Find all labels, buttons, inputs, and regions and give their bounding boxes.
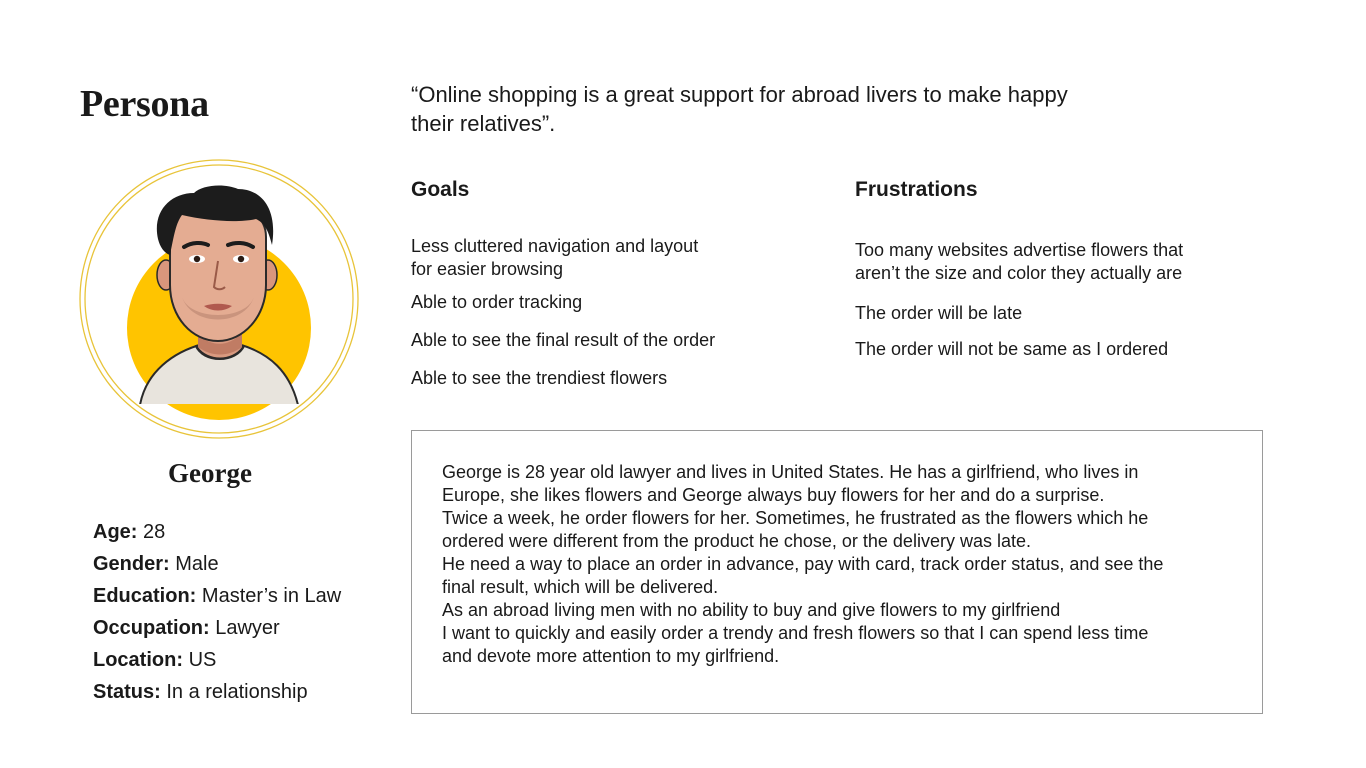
goals-heading: Goals [411, 178, 470, 201]
detail-value: 28 [143, 521, 166, 543]
detail-label: Location: [93, 649, 183, 671]
bio-text [442, 461, 1242, 668]
bio-line: ordered were different from the product he chose, or the delivery was late. [442, 531, 1031, 551]
bio-line: George is 28 year old lawyer and lives in United States. He has a girlfriend, who lives in [442, 462, 1139, 482]
goal-item: Able to order tracking [411, 292, 583, 312]
avatar [78, 157, 360, 441]
persona-name: George [168, 458, 252, 488]
bio-line: Europe, she likes flowers and George always buy flowers for her and do a surprise. [442, 485, 1105, 505]
detail-label: Age: [93, 521, 138, 543]
detail-gender [93, 548, 341, 580]
person-avatar-icon [78, 157, 360, 441]
detail-label: Status: [93, 681, 161, 703]
frustration-item: The order will not be same as I ordered [855, 339, 1169, 359]
detail-occupation [93, 612, 341, 644]
goal-item: Able to see the trendiest flowers [411, 368, 668, 388]
page-title: Persona [80, 83, 209, 125]
frustration-item: Too many websites advertise flowers that [855, 240, 1184, 260]
detail-education [93, 580, 341, 612]
bio-line: Twice a week, he order flowers for her. Sometimes, he frustrated as the flowers which he [442, 508, 1149, 528]
persona-details [93, 516, 341, 708]
detail-label: Education: [93, 585, 197, 607]
detail-status [93, 676, 341, 708]
detail-value: Lawyer [215, 617, 280, 639]
bio-line: I want to quickly and easily order a trendy and fresh flowers so that I can spend less time [442, 623, 1149, 643]
persona-quote [411, 80, 1151, 138]
detail-value: Master’s in Law [201, 585, 342, 607]
goal-item: for easier browsing [411, 259, 564, 279]
bio-box [411, 430, 1263, 714]
detail-label: Gender: [93, 553, 170, 575]
bio-line: final result, which will be delivered. [442, 577, 719, 597]
detail-value: Male [175, 553, 219, 575]
quote-line: their relatives”. [411, 111, 556, 136]
detail-location [93, 644, 341, 676]
goal-item: Able to see the final result of the order [411, 330, 716, 350]
quote-line: “Online shopping is a great support for abroad livers to make happy [411, 82, 1068, 107]
detail-age [93, 516, 341, 548]
detail-value: US [188, 649, 217, 671]
frustration-item: aren’t the size and color they actually are [855, 263, 1183, 283]
bio-line: and devote more attention to my girlfriend. [442, 646, 780, 666]
frustration-item: The order will be late [855, 303, 1023, 323]
goal-item: Less cluttered navigation and layout [411, 236, 699, 256]
detail-label: Occupation: [93, 617, 210, 639]
frustrations-heading: Frustrations [855, 178, 978, 201]
bio-line: He need a way to place an order in advance, pay with card, track order status, and see the [442, 554, 1164, 574]
detail-value: In a relationship [166, 681, 308, 703]
bio-line: As an abroad living men with no ability to buy and give flowers to my girlfriend [442, 600, 1061, 620]
